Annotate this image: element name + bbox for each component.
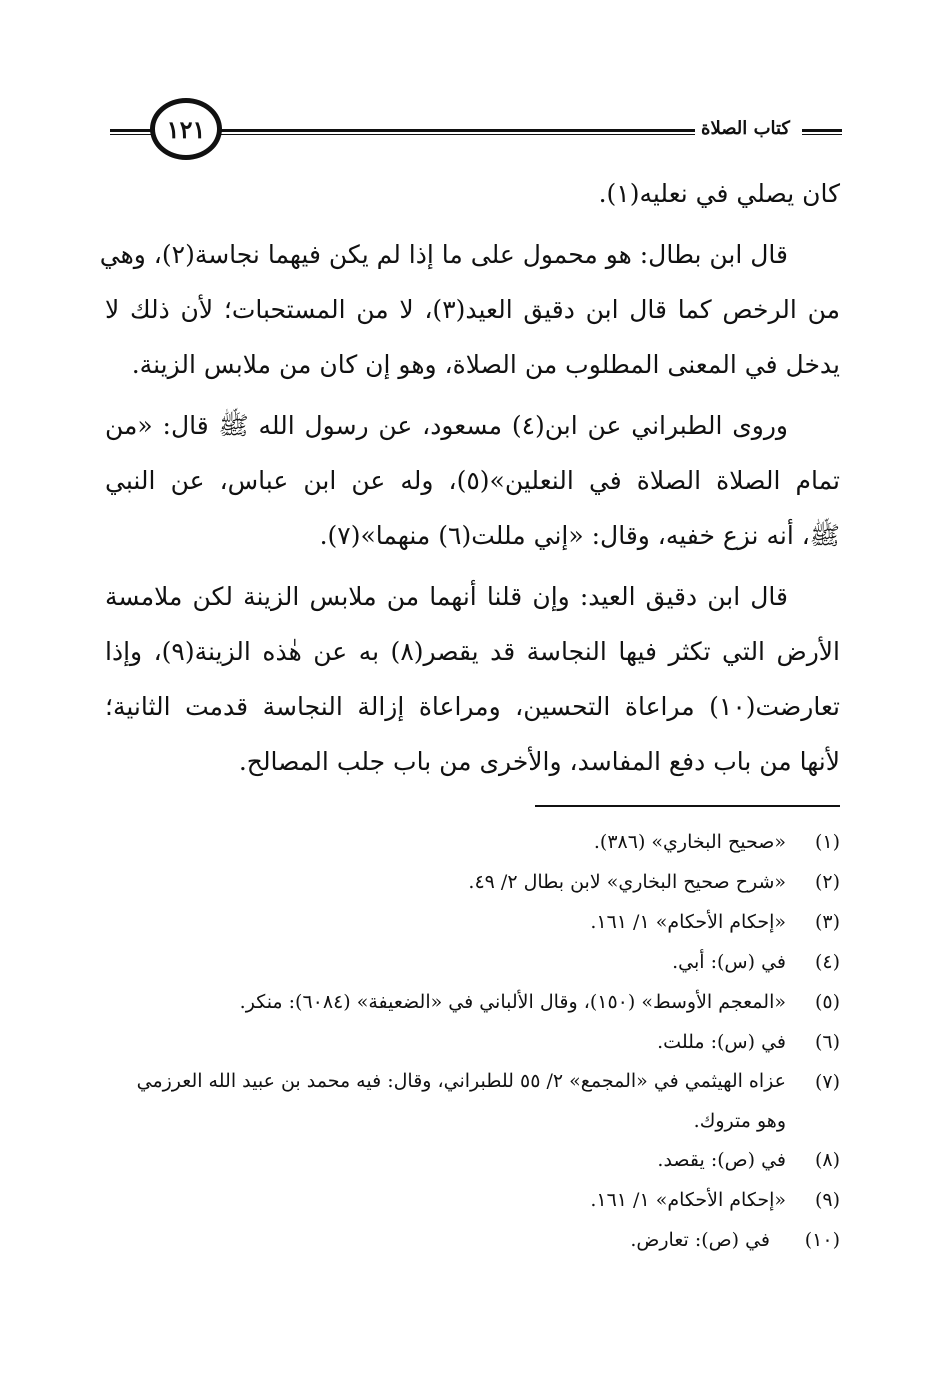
footnote-number: (٦) — [814, 1031, 840, 1053]
footnote-text: عزاه الهيثمي في «المجمع» ٢/ ٥٥ للطبراني، وقال: فيه محمد بن عبيد الله العرزمي — [136, 1070, 786, 1092]
footnote-text: «صحيح البخاري» (٣٨٦). — [593, 831, 786, 853]
footnote-number: (٢) — [814, 871, 840, 893]
footnote-text: «المعجم الأوسط» (١٥٠)، وقال الألباني في «الضعيفة» (٦٠٨٤): منكر. — [239, 991, 786, 1013]
footnote-number: (٤) — [814, 951, 840, 973]
running-title: كتاب الصلاة — [695, 116, 796, 142]
header-rule — [802, 129, 842, 135]
footnote-text: في (س): مللت. — [657, 1031, 786, 1053]
footnotes — [105, 822, 840, 1260]
footnote-number: (٣) — [814, 911, 840, 933]
text-line: تعارضت(١٠) مراعاة التحسين، ومراعاة إزالة النجاسة قدمت الثانية؛ — [105, 692, 840, 721]
footnote-text: في (ص): يقصد. — [657, 1149, 786, 1171]
footnote — [105, 942, 840, 982]
footnote-text: «إحكام الأحكام» ١/ ١٦١. — [590, 911, 786, 933]
text-line: ﷺ، أنه نزع خفيه، وقال: «إني مللت(٦) منهما»(٧). — [319, 521, 840, 550]
footnote-text: في (س): أبي. — [672, 951, 786, 973]
footnote — [105, 862, 840, 902]
text-line: كان يصلي في نعليه(١). — [598, 179, 840, 208]
text-line: تمام الصلاة الصلاة في النعلين»(٥)، وله عن ابن عباس، عن النبي — [105, 466, 840, 495]
footnote-number: (١) — [814, 831, 840, 853]
footnote-number: (٧) — [814, 1071, 840, 1093]
footnote — [105, 1022, 840, 1062]
footnote-text: «شرح صحيح البخاري» لابن بطال ٢/ ٤٩. — [468, 871, 786, 893]
text-line: الأرض التي تكثر فيها النجاسة قد يقصر(٨) به عن هٰذه الزينة(٩)، وإذا — [105, 637, 840, 666]
text-line: لأنها من باب دفع المفاسد، والأخرى من باب جلب المصالح. — [238, 747, 840, 776]
footnote-separator — [535, 805, 840, 807]
footnote — [105, 1062, 840, 1102]
footnote — [105, 1140, 840, 1180]
text-line: من الرخص كما قال ابن دقيق العيد(٣)، لا من المستحبات؛ لأن ذلك لا — [105, 295, 840, 324]
footnote — [105, 1220, 840, 1260]
text-line: قال ابن بطال: هو محمول على ما إذا لم يكن فيهما نجاسة(٢)، وهي — [99, 240, 788, 269]
main-text — [99, 166, 840, 789]
footnote-text: «إحكام الأحكام» ١/ ١٦١. — [590, 1189, 786, 1211]
footnote — [105, 902, 840, 942]
text-line: قال ابن دقيق العيد: وإن قلنا أنهما من ملابس الزينة لكن ملامسة — [105, 582, 788, 611]
footnote-text: في (ص): تعارض. — [630, 1229, 770, 1251]
footnote-number: (٨) — [814, 1149, 840, 1171]
footnote — [105, 822, 840, 862]
header-rule — [220, 129, 712, 135]
footnote-number: (١٠) — [804, 1229, 840, 1251]
page-number: ١٢١ — [150, 98, 222, 160]
text-line: وروى الطبراني عن ابن(٤) مسعود، عن رسول الله ﷺ قال: «من — [105, 411, 788, 440]
footnote-number: (٥) — [814, 991, 840, 1013]
page-header — [110, 96, 842, 166]
footnote-number: (٩) — [814, 1189, 840, 1211]
text-line: يدخل في المعنى المطلوب من الصلاة، وهو إن كان من ملابس الزينة. — [131, 350, 840, 379]
footnote — [105, 982, 840, 1022]
footnote — [105, 1180, 840, 1220]
footnote-continuation: وهو متروك. — [693, 1110, 786, 1132]
